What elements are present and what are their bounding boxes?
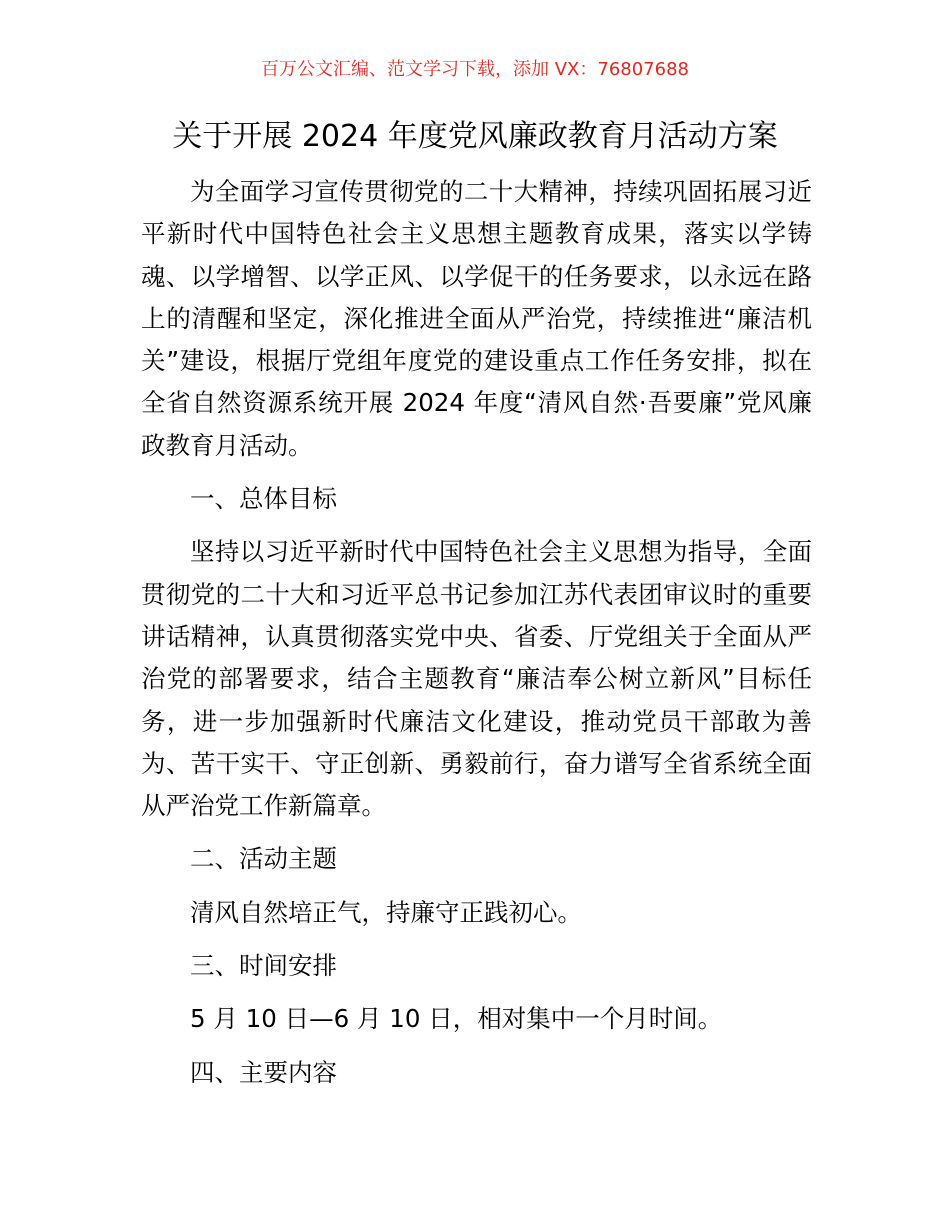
document-body [141, 171, 812, 1094]
section-heading-main-content: 四、主要内容 [190, 1057, 337, 1087]
paragraph-activity-theme: 清风自然培正气，持廉守正践初心。 [190, 897, 582, 927]
section-heading-schedule: 三、时间安排 [190, 951, 337, 981]
paragraph-schedule: 5 月 10 日—6 月 10 日，相对集中一个月时间。 [190, 1004, 723, 1034]
paragraph-overall-goal: 坚持以习近平新时代中国特色社会主义思想为指导，全面贯彻党的二十大和习近平总书记参加江苏代表团审议时的重要讲话精神，认真贯彻落实党中央、省委、厅党组关于全面从严治党的部署要求，结合主题教育“廉洁奉公树立新风”目标任务，进一步加强新时代廉洁文化建设，推动党员干部敢为善为、苦干实干、守正创新、勇毅前行，奋力谱写全省系统全面从严治党工作新篇章。 [141, 537, 812, 821]
paragraph-intro: 为全面学习宣传贯彻党的二十大精神，持续巩固拓展习近平新时代中国特色社会主义思想主题教育成果，落实以学铸魂、以学增智、以学正风、以学促干的任务要求，以永远在路上的清醒和坚定，深化推进全面从严治党，持续推进“廉洁机关”建设，根据厅党组年度党的建设重点工作任务安排，拟在全省自然资源系统开展 2024 年度“清风自然·吾要廉”党风廉政教育月活动。 [141, 177, 812, 460]
section-heading-overall-goal: 一、总体目标 [190, 484, 337, 514]
header-watermark-note: 百万公文汇编、范文学习下载，添加 VX：76807688 [261, 59, 689, 80]
document-title: 关于开展 2024 年度党风廉政教育月活动方案 [172, 119, 778, 154]
section-heading-activity-theme: 二、活动主题 [190, 844, 337, 874]
